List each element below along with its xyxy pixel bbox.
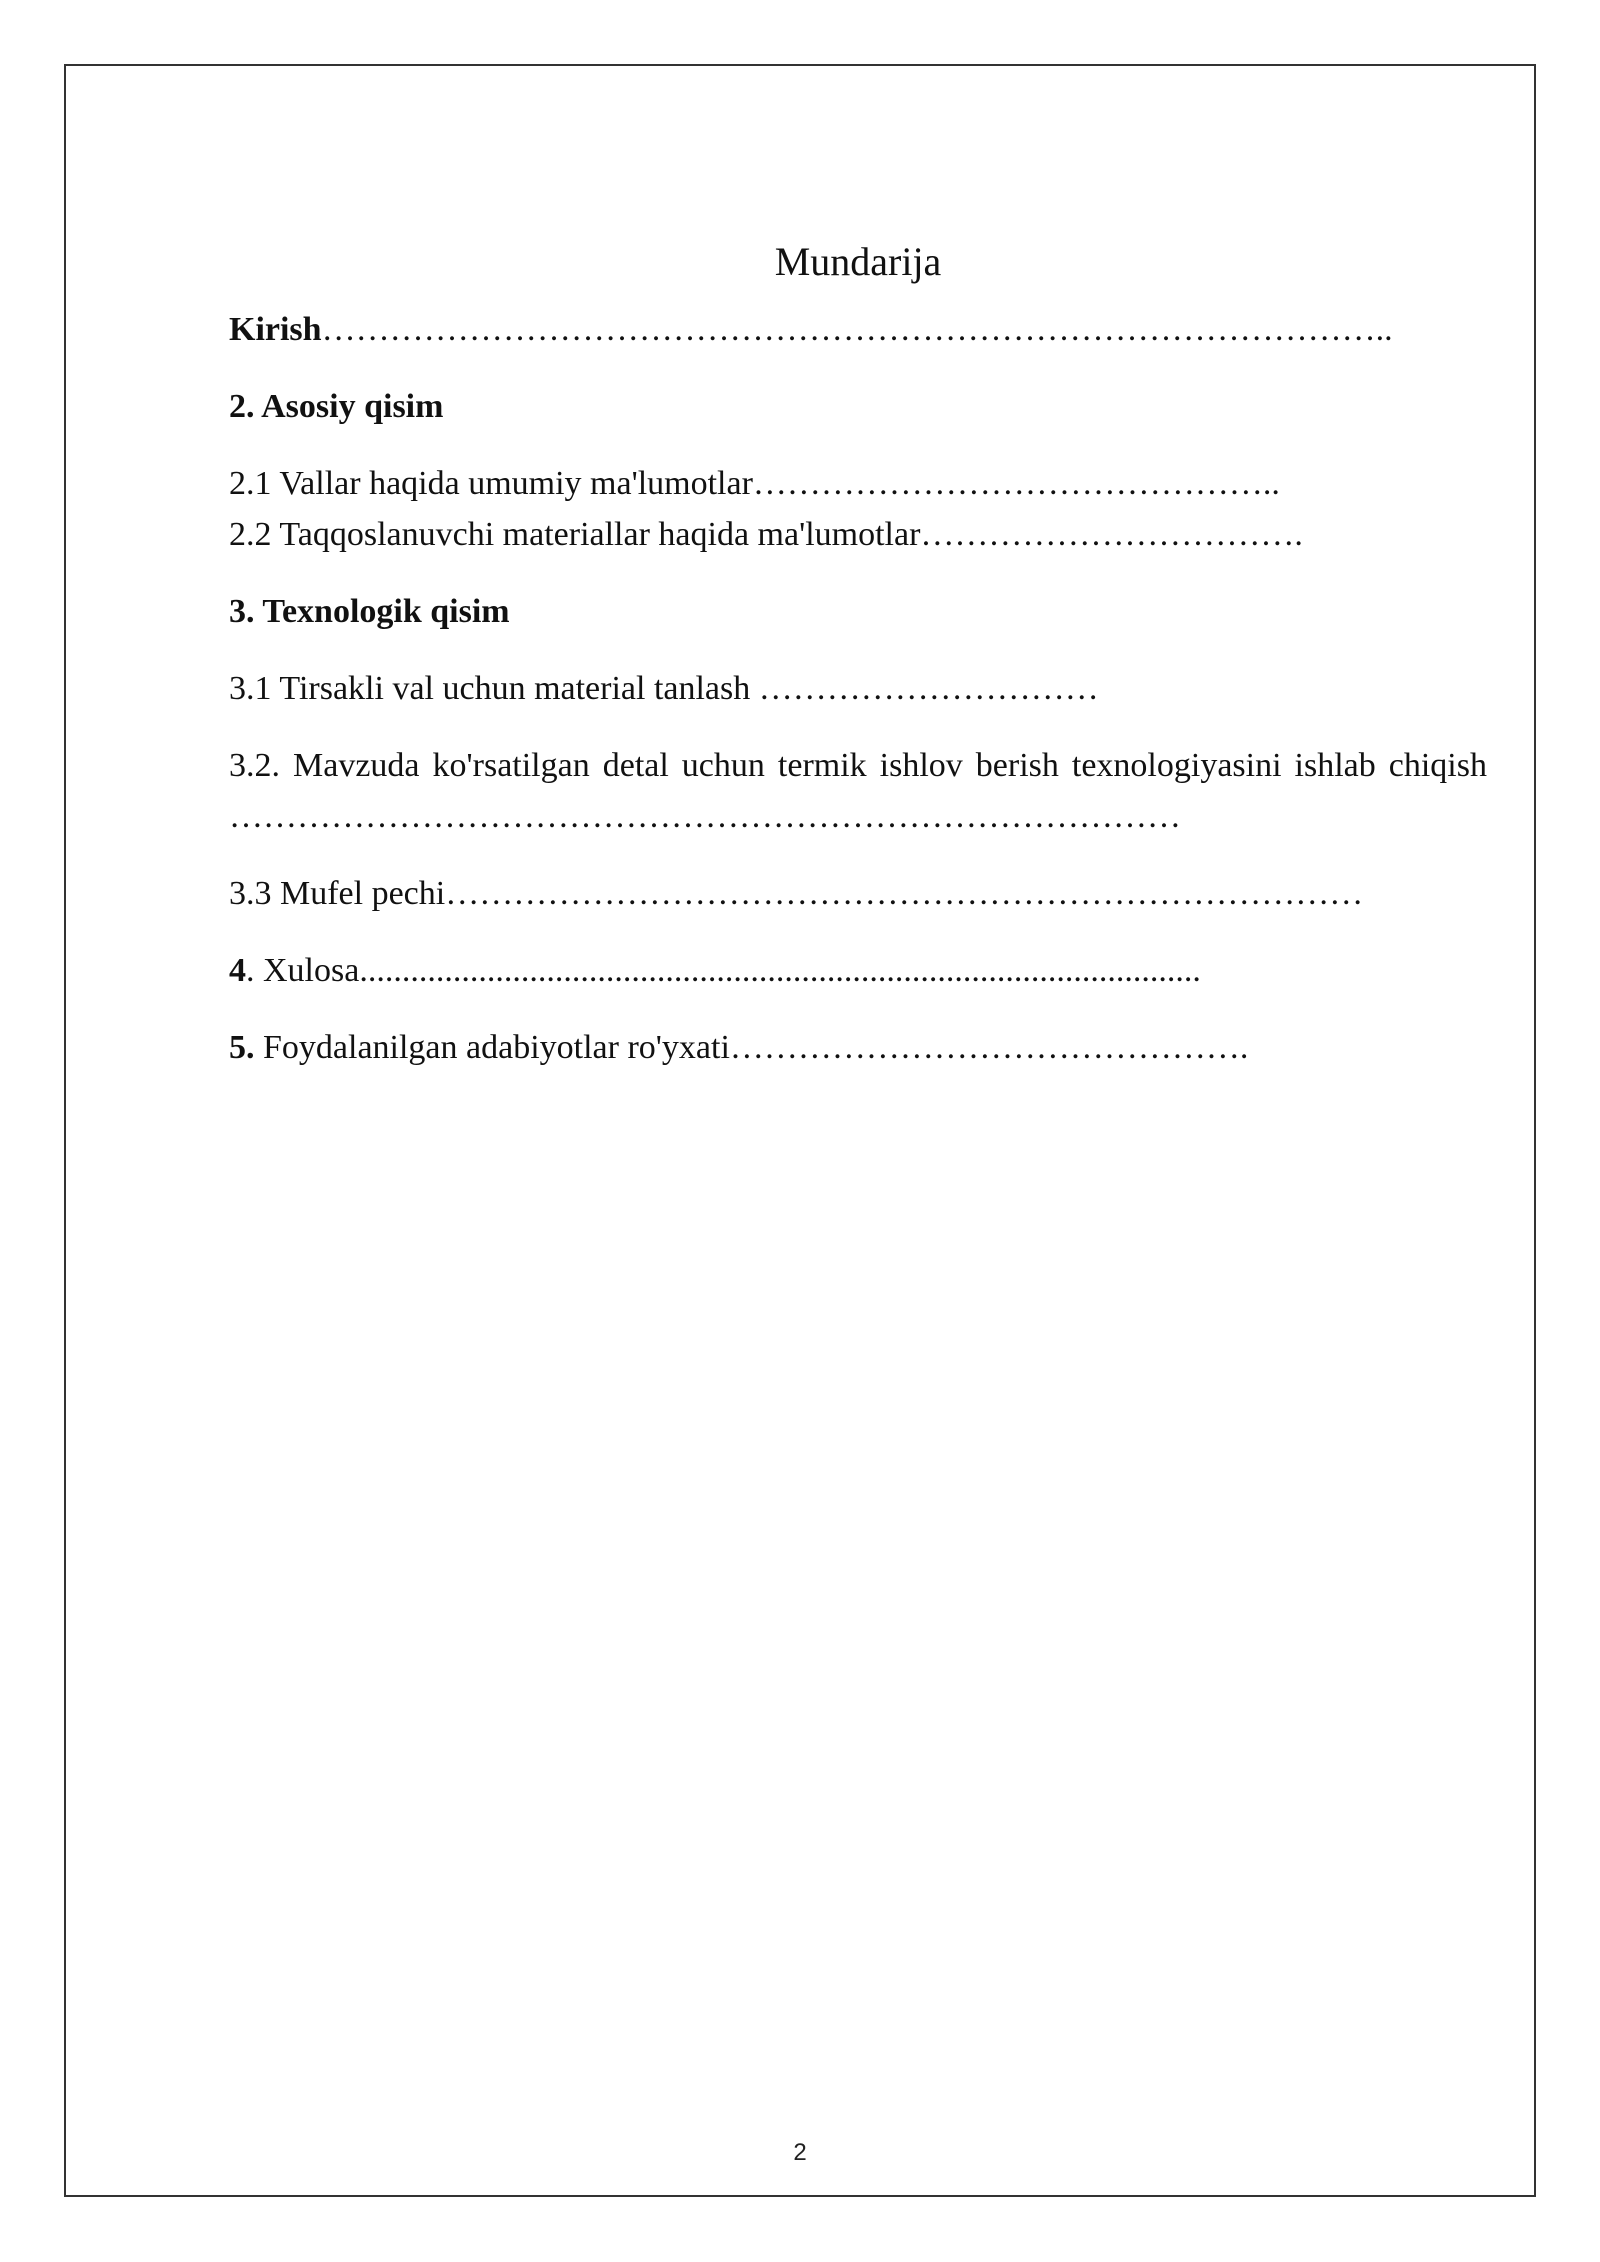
toc-leader: ……………………………………….. [752,465,1280,502]
toc-leader: ………………………………………………………………………… [229,798,1181,835]
toc-entry-3-1 [229,663,1487,714]
toc-entry-2-1 [229,458,1487,509]
toc-leader: ………………………………………. [729,1029,1249,1066]
toc-leader: ................................................................................................... [359,952,1201,989]
toc-title: Mundarija [774,239,942,284]
toc-entry-label: 3.2. Mavzuda ko'rsatilgan detal uchun termik ishlov berish texnologiyasini ishlab chiqish [229,747,1487,784]
toc-entry-3-2 [229,740,1487,842]
table-of-contents [229,232,1487,1073]
toc-section-heading-3: 3. Texnologik qisim [229,593,510,630]
toc-entry-kirish [229,304,1487,355]
toc-leader: ………………………… [758,670,1099,707]
toc-entry-label: . Xulosa [246,952,360,989]
toc-entry-label: 2.1 Vallar haqida umumiy ma'lumotlar [229,465,753,502]
toc-entry-2-2 [229,509,1487,560]
page-number: 2 [793,2139,807,2166]
toc-entry-3-3 [229,868,1487,919]
toc-entry-label: 3.1 Tirsakli val uchun material tanlash [229,670,759,707]
toc-leader: ………………………………………………………………………………….. [321,311,1393,348]
toc-entry-5 [229,1022,1487,1073]
toc-entry-number: 4 [229,952,246,989]
toc-entry-label: 2.2 Taqqoslanuvchi materiallar haqida ma'lumotlar [229,516,921,553]
toc-leader: ……………………………………………………………………… [445,875,1364,912]
toc-entry-label: Foydalanilgan adabiyotlar ro'yxati [254,1029,730,1066]
toc-entry-number: 5. [229,1029,255,1066]
toc-leader: ……………………………. [920,516,1303,553]
toc-entry-label: 3.3 Mufel pechi [229,875,446,912]
toc-section-heading-2: 2. Asosiy qisim [229,388,444,425]
toc-entry-label: Kirish [229,311,322,348]
toc-entry-4 [229,945,1487,996]
